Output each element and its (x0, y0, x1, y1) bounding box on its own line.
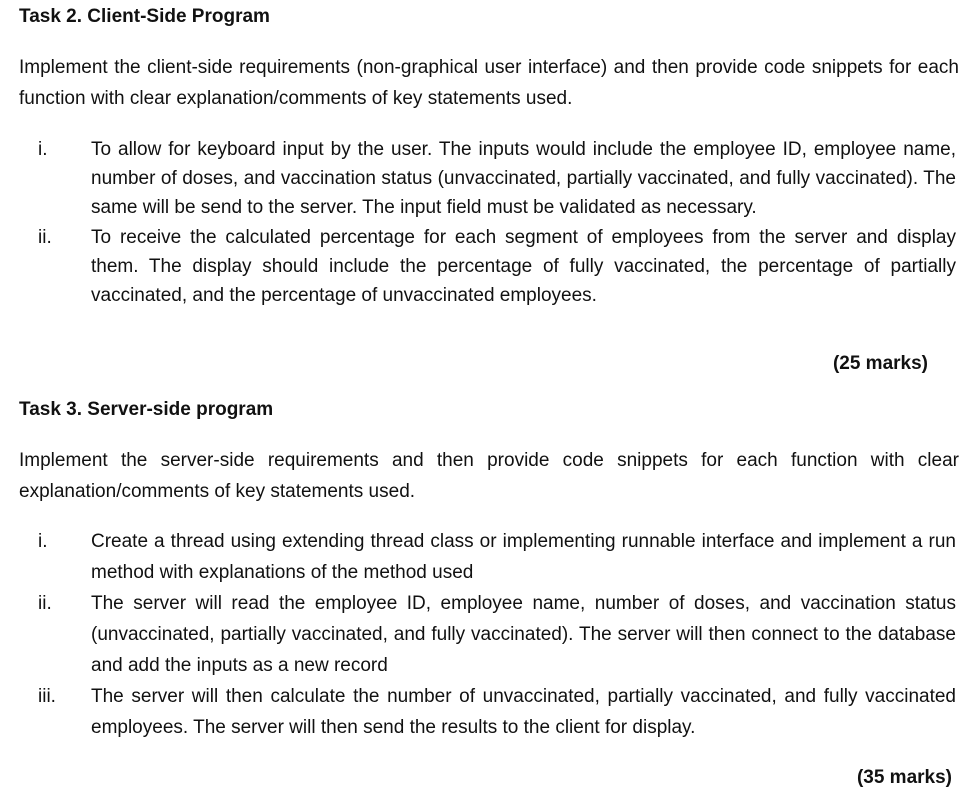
task2-intro: Implement the client-side requirements (non-graphical user interface) and then provide code snippets for each function with clear explanation/comments of key statements used. (19, 57, 959, 109)
task3-item-2-text: The server will read the employee ID, employee name, number of doses, and vaccination status (unvaccinated, partially vaccinated, and fully vaccinated). The server will then connect to the database and add the inputs as a new record (91, 593, 956, 676)
task3-marks: (35 marks) (856, 767, 952, 788)
task3-item-1-numeral: i. (38, 531, 48, 552)
task3-item-3-numeral: iii. (38, 686, 56, 707)
task2-item-2-text: To receive the calculated percentage for each segment of employees from the server and display them. The display should include the percentage of fully vaccinated, the percentage of partially vaccinated, and the percentage of unvaccinated employees. (91, 227, 956, 306)
task3-item-1-text: Create a thread using extending thread class or implementing runnable interface and implement a run method with explanations of the method used (91, 531, 956, 583)
task2-marks: (25 marks) (832, 353, 928, 374)
task2-heading: Task 2. Client-Side Program (19, 6, 270, 27)
task3-heading: Task 3. Server-side program (19, 399, 274, 420)
task3-item-2-numeral: ii. (38, 593, 52, 614)
task3-item-3-text: The server will then calculate the number of unvaccinated, partially vaccinated, and fully vaccinated employees. The server will then send the results to the client for display. (91, 686, 956, 738)
task2-item-2-numeral: ii. (38, 227, 52, 248)
task3-intro: Implement the server-side requirements and then provide code snippets for each function with clear explanation/comments of key statements used. (19, 450, 959, 502)
task2-item-1-text: To allow for keyboard input by the user. The inputs would include the employee ID, employee name, number of doses, and vaccination status (unvaccinated, partially vaccinated, and fully vaccinated). The same will be send to the server. The input field must be validated as necessary. (91, 139, 956, 218)
task2-item-1-numeral: i. (38, 139, 48, 160)
